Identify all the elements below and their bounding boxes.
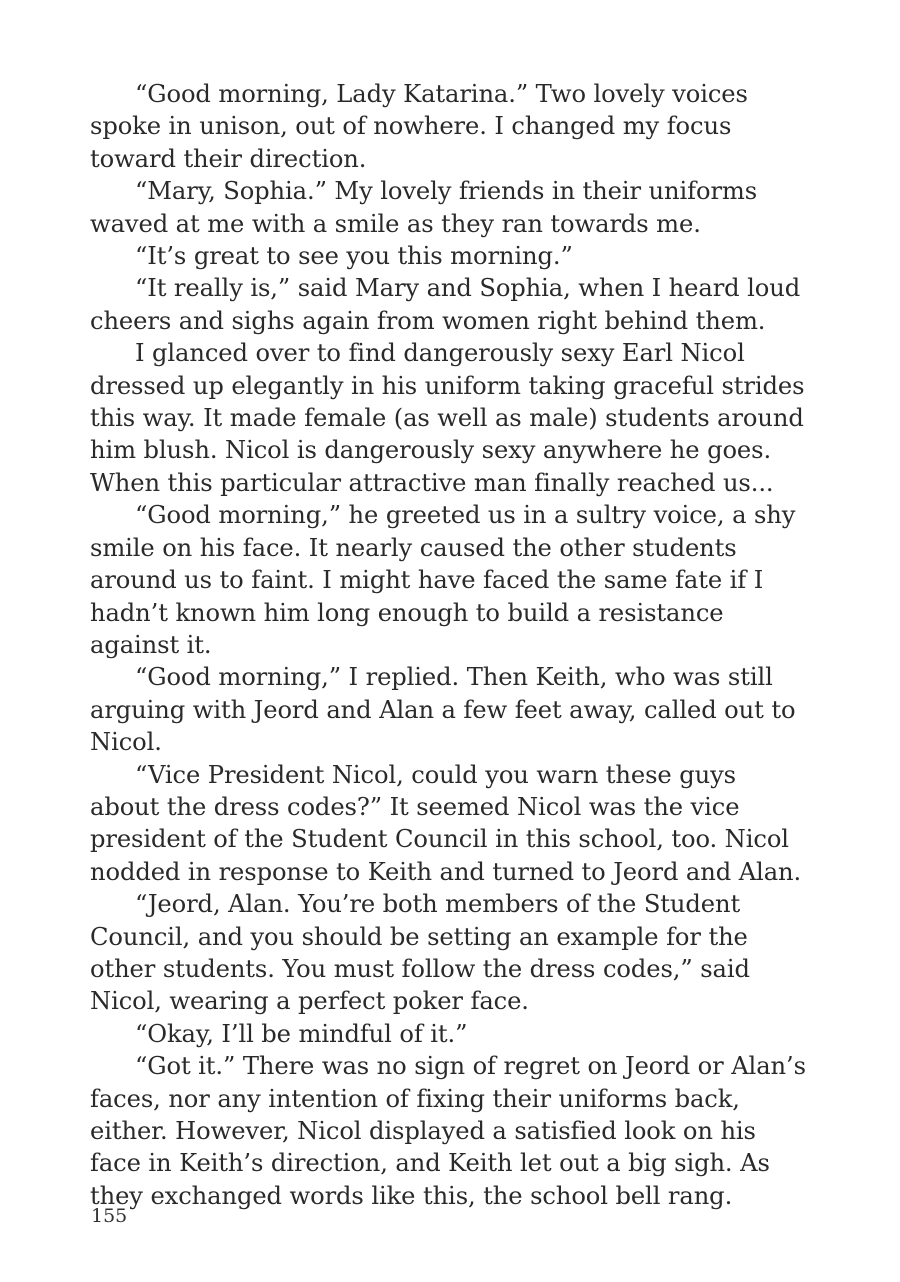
paragraph-1: “Good morning, Lady Katarina.” Two lovely voices spoke in unison, out of nowhere. I changed my focus toward their direction. (90, 80, 748, 173)
paragraph-7: “Good morning,” I replied. Then Keith, who was still arguing with Jeord and Alan a few feet away, called out to Nicol. (90, 663, 796, 757)
page-number: 155 (91, 1205, 128, 1227)
paragraph-9: “Jeord, Alan. You’re both members of the Student Council, and you should be setting an example for the other students. You must follow the dress codes,” said Nicol, wearing a perfect poker face. (90, 890, 750, 1016)
paragraph-2: “Mary, Sophia.” My lovely friends in their uniforms waved at me with a smile as they ran towards me. (90, 177, 758, 238)
paragraph-11: “Got it.” There was no sign of regret on Jeord or Alan’s faces, nor any intention of fixing their uniforms back, either. However, Nicol displayed a satisfied look on his face in Keith’s direction, and Keith let out a big sigh. As they exchanged words like this, the school bell rang. (90, 1052, 806, 1210)
paragraph-4: “It really is,” said Mary and Sophia, when I heard loud cheers and sighs again from women right behind them. (90, 274, 801, 335)
paragraph-6: “Good morning,” he greeted us in a sultry voice, a shy smile on his face. It nearly caused the other students around us to faint. I might have faced the same fate if I hadn’t known him long enough to build a resistance against it. (90, 501, 796, 659)
paragraph-3: “It’s great to see you this morning.” (135, 242, 573, 271)
paragraph-5: I glanced over to find dangerously sexy Earl Nicol dressed up elegantly in his uniform taking graceful strides this way. It made female (as well as male) students around him blush. Nicol is dangerously sexy anywhere he goes. When this particular attractive man finally reached us... (90, 339, 805, 497)
paragraph-8: “Vice President Nicol, could you warn these guys about the dress codes?” It seemed Nicol was the vice president of the Student Council in this school, too. Nicol nodded in response to Keith and turned to Jeord and Alan. (90, 760, 802, 886)
page-body (90, 78, 810, 1212)
paragraph-10: “Okay, I’ll be mindful of it.” (135, 1019, 468, 1048)
